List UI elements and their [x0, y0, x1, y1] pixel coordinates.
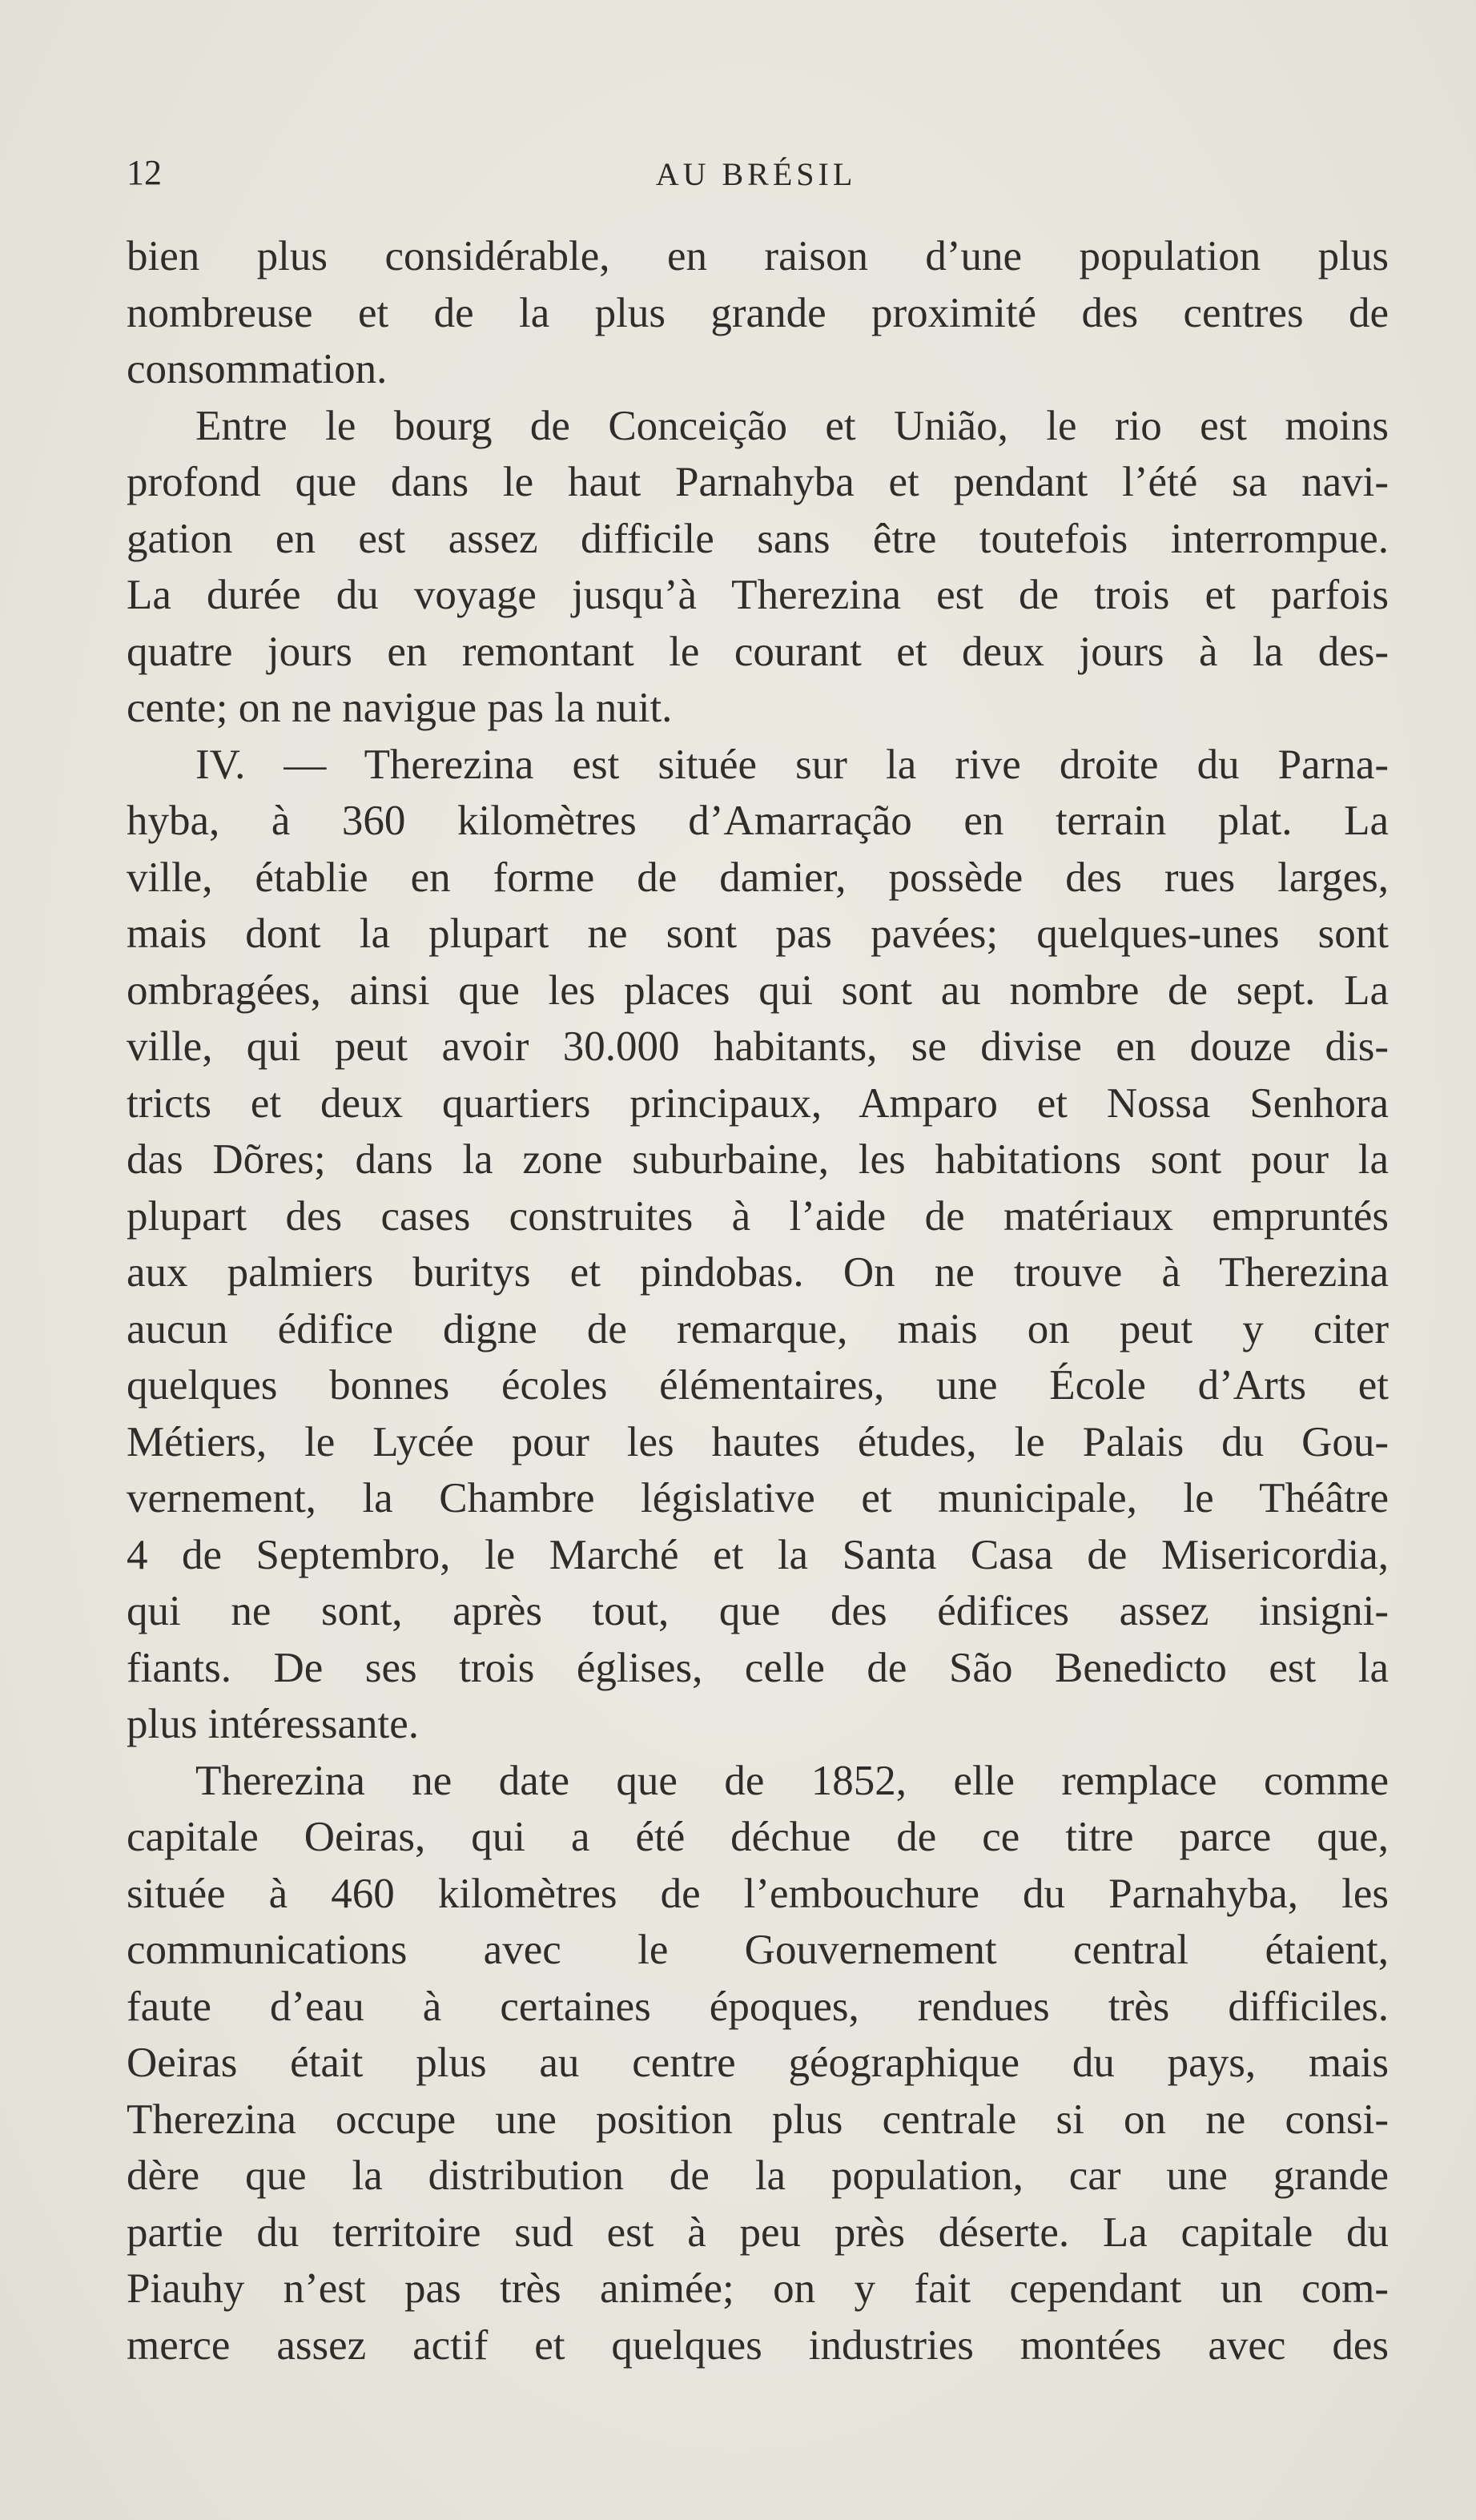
text-line: située à 460 kilomètres de l’embouchure du Parnahyba, les [127, 1870, 1389, 1917]
text-line: communications avec le Gouvernement central étaient, [127, 1927, 1389, 1973]
text-line: 4 de Septembro, le Marché et la Santa Casa de Misericordia, [127, 1531, 1389, 1578]
text-line: partie du territoire sud est à peu près déserte. La capitale du [127, 2209, 1389, 2256]
page-number: 12 [127, 153, 162, 192]
text-line: vernement, la Chambre législative et municipale, le Théâtre [127, 1475, 1389, 1521]
text-line: tricts et deux quartiers principaux, Amparo et Nossa Senhora [127, 1079, 1389, 1127]
text-line: merce assez actif et quelques industries montées avec des [127, 2321, 1389, 2369]
text-line: fiants. De ses trois églises, celle de São Benedicto est la [127, 1644, 1389, 1691]
text-line: plus intéressante. [127, 1701, 420, 1747]
text-line: quelques bonnes écoles élémentaires, une École d’Arts et [127, 1362, 1389, 1409]
text-line: mais dont la plupart ne sont pas pavées; quelques-unes sont [127, 910, 1389, 957]
text-line: aucun édifice digne de remarque, mais on peut y citer [127, 1305, 1389, 1352]
text-line: nombreuse et de la plus grande proximité des centres de [127, 289, 1389, 336]
text-line: Piauhy n’est pas très animée; on y fait cependant un com- [127, 2265, 1389, 2312]
running-title: AU BRÉSIL [655, 156, 857, 192]
text-line: quatre jours en remontant le courant et deux jours à la des- [127, 628, 1389, 675]
body-text [127, 228, 1389, 2373]
text-line: Therezina ne date que de 1852, elle remplace comme [195, 1757, 1389, 1804]
text-line: hyba, à 360 kilomètres d’Amarração en terrain plat. La [127, 798, 1389, 844]
text-line: Therezina occupe une position plus centrale si on ne consi- [127, 2096, 1389, 2143]
text-line: La durée du voyage jusqu’à Therezina est de trois et parfois [127, 572, 1389, 618]
text-line: ombragées, ainsi que les places qui sont au nombre de sept. La [127, 967, 1389, 1014]
text-line: faute d’eau à certaines époques, rendues très difficiles. [127, 1983, 1389, 2030]
text-line: dère que la distribution de la population, car une grande [127, 2152, 1389, 2199]
running-head [127, 152, 1386, 200]
text-line: ville, qui peut avoir 30.000 habitants, se divise en douze dis- [127, 1023, 1389, 1070]
text-line: Entre le bourg de Conceição et União, le rio est moins [195, 402, 1389, 449]
text-line: ville, établie en forme de damier, possède des rues larges, [127, 854, 1389, 901]
text-line: cente; on ne navigue pas la nuit. [127, 685, 673, 731]
text-line: capitale Oeiras, qui a été déchue de ce titre parce que, [127, 1814, 1389, 1860]
text-line: Métiers, le Lycée pour les hautes études, le Palais du Gou- [127, 1418, 1389, 1465]
text-line: qui ne sont, après tout, que des édifices assez insigni- [127, 1588, 1389, 1634]
text-line: aux palmiers buritys et pindobas. On ne trouve à Therezina [127, 1249, 1389, 1296]
text-line: das Dõres; dans la zone suburbaine, les habitations sont pour la [127, 1136, 1389, 1183]
text-line: plupart des cases construites à l’aide de matériaux empruntés [127, 1192, 1389, 1240]
text-line: profond que dans le haut Parnahyba et pendant l’été sa navi- [127, 459, 1389, 505]
text-line: consommation. [127, 346, 388, 392]
text-line: bien plus considérable, en raison d’une population plus [127, 233, 1389, 279]
text-line: IV. — Therezina est située sur la rive droite du Parna- [195, 741, 1389, 788]
text-line: Oeiras était plus au centre géographique du pays, mais [127, 2040, 1389, 2086]
text-line: gation en est assez difficile sans être toutefois interrompue. [127, 515, 1389, 562]
